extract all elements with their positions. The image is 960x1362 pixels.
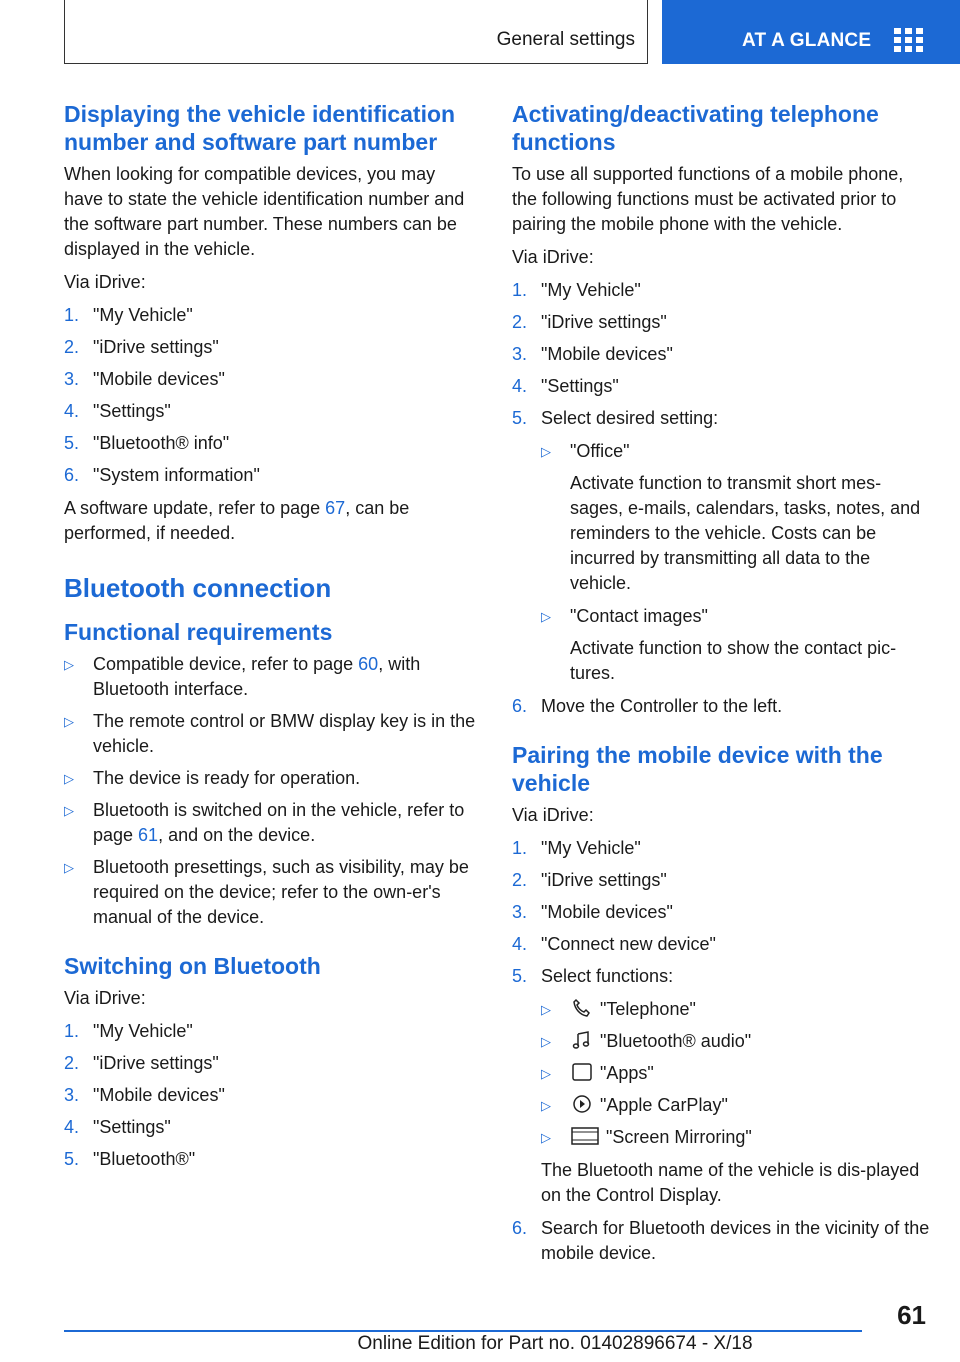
heading-pairing: Pairing the mobile device with the vehicle — [512, 742, 883, 796]
settings-sublist — [541, 439, 932, 686]
apps-icon — [570, 1062, 594, 1082]
section-title: General settings — [496, 29, 635, 50]
steps-vin — [64, 303, 476, 488]
heading-vin: Displaying the vehicle identification number and software part number — [64, 101, 456, 155]
page-link-60[interactable]: 60 — [358, 654, 379, 674]
telephone-icon — [570, 998, 594, 1018]
triangle-bullet-icon: ▷ — [64, 657, 74, 672]
triangle-bullet-icon: ▷ — [64, 714, 74, 729]
page-link-67[interactable]: 67 — [325, 498, 346, 518]
steps-pairing — [512, 836, 932, 989]
footer-edition: Online Edition for Part no. 01402896674 - X/18 — [357, 1333, 753, 1354]
heading-bluetooth-connection: Bluetooth connection — [64, 573, 332, 603]
heading-switching-on-bluetooth: Switching on Bluetooth — [64, 953, 321, 979]
office-description: Activate function to transmit short mes-sages, e-mails, calendars, tasks, notes, and reminders to the vehicle. Costs can be incurred by transmitting all data to the vehicle. — [570, 473, 921, 593]
list-item: ▷ Bluetooth presettings, such as visibility, may be required on the device; refer to the own-er's manual of the device. — [64, 855, 476, 930]
list-item: 1. "My Vehicle" — [64, 1021, 193, 1041]
triangle-bullet-icon: ▷ — [541, 1066, 551, 1081]
paragraph-telephone-functions: To use all supported functions of a mobile phone, the following functions must be activated prior to pairing the mobile phone with the vehicle. — [512, 164, 904, 234]
via-idrive: Via iDrive: — [64, 272, 146, 292]
list-item: ▷ "Contact images" — [541, 604, 932, 629]
triangle-bullet-icon: ▷ — [64, 803, 74, 818]
list-item: 5. "Bluetooth®" — [64, 1149, 196, 1169]
triangle-bullet-icon: ▷ — [541, 444, 551, 459]
footer-divider — [64, 1330, 862, 1332]
via-idrive: Via iDrive: — [512, 247, 594, 267]
list-item: 6. Move the Controller to the left. — [512, 696, 783, 716]
header-section-box — [64, 0, 648, 64]
requirements-list — [64, 652, 476, 930]
list-item: 4. "Settings" — [512, 376, 619, 396]
music-note-icon — [570, 1030, 594, 1050]
list-item: 3. "Mobile devices" — [64, 369, 225, 389]
functions-sublist — [541, 997, 932, 1150]
list-item: 6. "System information" — [64, 465, 260, 485]
list-item: 4. "Settings" — [64, 1117, 171, 1137]
list-item: 2. "iDrive settings" — [64, 337, 219, 357]
steps-activate — [512, 278, 932, 431]
list-item: 1. "My Vehicle" — [512, 280, 641, 300]
steps-pairing-end — [512, 1216, 932, 1266]
software-update-note: A software update, refer to page 67, can be performed, if needed. — [64, 498, 410, 543]
list-item: 3. "Mobile devices" — [512, 902, 673, 922]
triangle-bullet-icon: ▷ — [541, 1130, 551, 1145]
contact-description: Activate function to show the contact pic-tures. — [570, 638, 897, 683]
list-item: 1. "My Vehicle" — [64, 305, 193, 325]
list-item: 5. "Bluetooth® info" — [64, 433, 230, 453]
heading-telephone-functions: Activating/deactivating telephone functions — [512, 101, 879, 155]
page-link-61[interactable]: 61 — [138, 825, 159, 845]
triangle-bullet-icon: ▷ — [64, 771, 74, 786]
list-item: 2. "iDrive settings" — [512, 870, 667, 890]
page-number: 61 — [897, 1300, 926, 1330]
list-item: 5. Select desired setting: — [512, 408, 719, 428]
screen-mirroring-icon — [570, 1126, 600, 1146]
steps-activate-end — [512, 694, 932, 719]
list-item: ▷ "Apple CarPlay" — [541, 1093, 932, 1118]
list-item: ▷ "Apps" — [541, 1061, 932, 1086]
list-item: 4. "Connect new device" — [512, 934, 716, 954]
header-tab[interactable] — [662, 0, 960, 64]
list-item: 3. "Mobile devices" — [512, 344, 673, 364]
list-item: 3. "Mobile devices" — [64, 1085, 225, 1105]
list-item: ▷ "Bluetooth® audio" — [541, 1029, 932, 1054]
triangle-bullet-icon: ▷ — [541, 1098, 551, 1113]
bluetooth-name-note: The Bluetooth name of the vehicle is dis-played on the Control Display. — [541, 1160, 920, 1205]
via-idrive: Via iDrive: — [512, 805, 594, 825]
carplay-icon — [570, 1094, 594, 1114]
grid-menu-icon[interactable] — [894, 28, 922, 54]
list-item: ▷ "Office" — [541, 439, 932, 464]
list-item: ▷ "Screen Mirroring" — [541, 1125, 932, 1150]
list-item: ▷ Compatible device, refer to page 60, with Bluetooth interface. — [64, 652, 476, 702]
list-item: 2. "iDrive settings" — [512, 312, 667, 332]
heading-functional-requirements: Functional requirements — [64, 619, 333, 645]
list-item: 1. "My Vehicle" — [512, 838, 641, 858]
list-item: ▷ The device is ready for operation. — [64, 766, 476, 791]
paragraph-vin: When looking for compatible devices, you may have to state the vehicle identification number and the software part number. These numbers can be displayed in the vehicle. — [64, 164, 465, 259]
triangle-bullet-icon: ▷ — [541, 1034, 551, 1049]
left-column — [64, 100, 476, 1180]
list-item: 6. Search for Bluetooth devices in the vicinity of the mobile device. — [512, 1218, 930, 1263]
list-item: ▷ "Telephone" — [541, 997, 932, 1022]
list-item: ▷ Bluetooth is switched on in the vehicle, refer to page 61, and on the device. — [64, 798, 476, 848]
steps-switch — [64, 1019, 476, 1172]
via-idrive: Via iDrive: — [64, 988, 146, 1008]
list-item: ▷ The remote control or BMW display key is in the vehicle. — [64, 709, 476, 759]
list-item: 2. "iDrive settings" — [64, 1053, 219, 1073]
triangle-bullet-icon: ▷ — [541, 609, 551, 624]
triangle-bullet-icon: ▷ — [541, 1002, 551, 1017]
list-item: 4. "Settings" — [64, 401, 171, 421]
tab-at-a-glance[interactable]: AT A GLANCE — [742, 30, 872, 51]
list-item: 5. Select functions: — [512, 966, 674, 986]
right-column — [512, 100, 932, 1274]
triangle-bullet-icon: ▷ — [64, 860, 74, 875]
